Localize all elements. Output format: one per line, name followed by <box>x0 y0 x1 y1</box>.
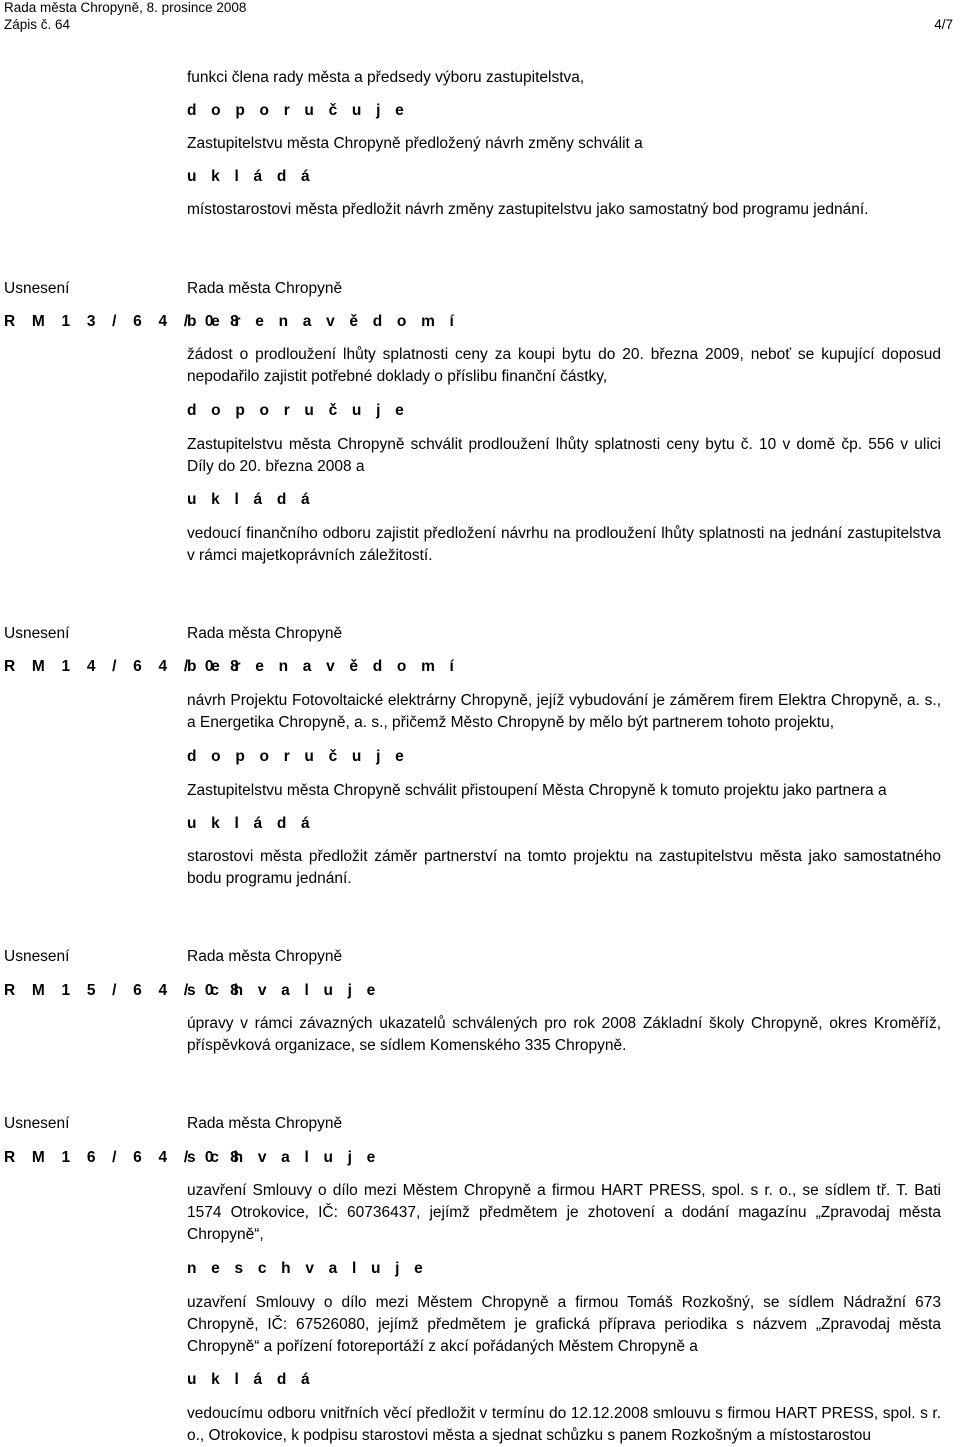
resolution-number: R M 1 6 / 6 4 / 0 8 <box>4 1149 245 1166</box>
resolution-paragraph-2: Zastupitelstvu města Chropyně schválit přistoupení Města Chropyně k tomuto projektu jako partnera a <box>187 782 887 799</box>
resolution-paragraph-3: vedoucímu odboru vnitřních věcí předložit v termínu do 12.12.2008 smlouvu s firmou HART PRESS, spol. s r. o., Otrokovice, k podpisu starostovi města a sjednat schůzku s panem Rozkošným a místostarostou <box>187 1405 941 1444</box>
resolution-body: Rada města Chropyně <box>187 1115 343 1132</box>
resolution-keyword-instructs: u k l á d á <box>187 491 315 508</box>
intro-text-3: místostarostovi města předložit návrh změny zastupitelstvu jako samostatný bod programu jednání. <box>187 201 869 218</box>
header-meeting-title: Rada města Chropyně, 8. prosince 2008 <box>4 0 247 15</box>
resolution-keyword-recommends: d o p o r u č u j e <box>187 402 409 419</box>
resolution-verb: s c h v a l u j e <box>187 982 381 999</box>
intro-keyword-recommends: d o p o r u č u j e <box>187 102 409 119</box>
header-minutes-number: Zápis č. 64 <box>4 17 71 32</box>
resolution-paragraph-2: Zastupitelstvu města Chropyně schválit prodloužení lhůty splatnosti ceny bytu č. 10 v domě čp. 556 v ulici Díly do 20. března 2008 a <box>187 436 941 475</box>
resolution-paragraph-1: úpravy v rámci závazných ukazatelů schválených pro rok 2008 Základní školy Chropyně, okres Kroměříž, příspěvková organizace, se sídlem Komenského 335 Chropyně. <box>187 1015 941 1054</box>
resolution-paragraph-3: starostovi města předložit záměr partnerství na tomto projektu na zastupitelstvu města jako samostatného bodu programu jednání. <box>187 848 941 887</box>
resolution-body: Rada města Chropyně <box>187 625 343 642</box>
resolution-verb: b e r e n a v ě d o m í <box>187 658 460 675</box>
resolution-label: Usnesení <box>4 1115 70 1132</box>
page-number: 4/7 <box>934 17 953 32</box>
resolution-label: Usnesení <box>4 625 70 642</box>
resolution-verb: b e r e n a v ě d o m í <box>187 313 460 330</box>
resolution-verb: s c h v a l u j e <box>187 1149 381 1166</box>
resolution-number: R M 1 4 / 6 4 / 0 8 <box>4 658 245 675</box>
intro-text-1: funkci člena rady města a předsedy výboru zastupitelstva, <box>187 69 585 86</box>
resolution-number: R M 1 3 / 6 4 / 0 8 <box>4 313 245 330</box>
resolution-keyword-instructs: u k l á d á <box>187 1371 315 1388</box>
resolution-keyword-rejects: n e s c h v a l u j e <box>187 1260 429 1277</box>
resolution-paragraph-2: uzavření Smlouvy o dílo mezi Městem Chropyně a firmou Tomáš Rozkošný, se sídlem Nádražní 673 Chropyně, IČ: 67526080, jejímž předmětem je grafická příprava periodika s názvem „Zpravodaj města Chropyně“ a pořízení fotoreportáží z akcí pořádaných Městem Chropyně a <box>187 1294 941 1355</box>
resolution-paragraph-1: uzavření Smlouvy o dílo mezi Městem Chropyně a firmou HART PRESS, spol. s r. o., se sídlem tř. T. Bati 1574 Otrokovice, IČ: 60736437, jejímž předmětem je zhotovení a dodání magazínu „Zpravodaj města Chropyně“, <box>187 1182 941 1243</box>
resolution-keyword-recommends: d o p o r u č u j e <box>187 748 409 765</box>
resolution-paragraph-3: vedoucí finančního odboru zajistit předložení návrhu na prodloužení lhůty splatnosti na jednání zastupitelstva v rámci majetkoprávních záležitostí. <box>187 525 941 564</box>
resolution-number: R M 1 5 / 6 4 / 0 8 <box>4 982 245 999</box>
resolution-label: Usnesení <box>4 948 70 965</box>
resolution-body: Rada města Chropyně <box>187 948 343 965</box>
resolution-label: Usnesení <box>4 280 70 297</box>
resolution-paragraph-1: návrh Projektu Fotovoltaické elektrárny Chropyně, jejíž vybudování je záměrem firem Elektra Chropyně, a. s., a Energetika Chropyně, a. s., přičemž Město Chropyně by mělo být partnerem tohoto projektu, <box>187 692 941 731</box>
resolution-body: Rada města Chropyně <box>187 280 343 297</box>
resolution-keyword-instructs: u k l á d á <box>187 815 315 832</box>
intro-keyword-instructs: u k l á d á <box>187 168 315 185</box>
resolution-paragraph-1: žádost o prodloužení lhůty splatnosti ceny za koupi bytu do 20. března 2009, neboť se kupující doposud nepodařilo zajistit potřebné doklady o příslibu finanční částky, <box>187 346 941 385</box>
intro-text-2: Zastupitelstvu města Chropyně předložený návrh změny schválit a <box>187 135 643 152</box>
